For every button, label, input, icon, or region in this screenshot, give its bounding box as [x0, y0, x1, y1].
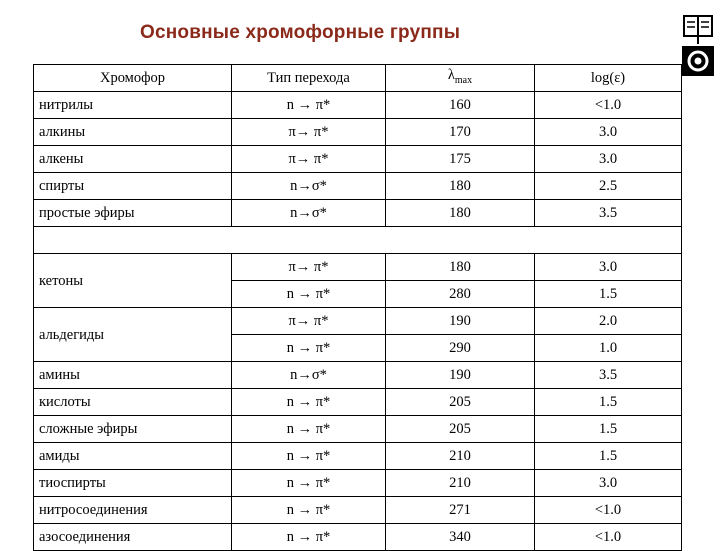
chromophore-name: алкены [34, 146, 232, 173]
chromophore-name: альдегиды [34, 308, 232, 362]
log-value: 3.0 [535, 470, 682, 497]
log-value: 1.5 [535, 389, 682, 416]
chromophore-name: амиды [34, 443, 232, 470]
transition-type: n → π* [232, 389, 386, 416]
lambda-value: 180 [386, 254, 535, 281]
lambda-value: 190 [386, 362, 535, 389]
log-value: 3.5 [535, 200, 682, 227]
transition-type: π→ π* [232, 119, 386, 146]
table-row [34, 443, 682, 470]
lambda-value: 175 [386, 146, 535, 173]
table-row [34, 389, 682, 416]
book-logo-icon[interactable] [680, 12, 716, 76]
header-transition: Тип перехода [232, 65, 386, 92]
header-chromophore: Хромофор [34, 65, 232, 92]
spacer-row [34, 227, 682, 254]
lambda-value: 340 [386, 524, 535, 551]
chromophore-name: алкины [34, 119, 232, 146]
lambda-symbol: λ [447, 67, 455, 83]
transition-type: n → π* [232, 416, 386, 443]
table-row [34, 470, 682, 497]
table-row [34, 308, 682, 335]
lambda-value: 210 [386, 470, 535, 497]
table-row [34, 416, 682, 443]
lambda-subscript: max [454, 75, 473, 86]
log-value: 2.0 [535, 308, 682, 335]
lambda-value: 210 [386, 443, 535, 470]
chromophore-name: азосоединения [34, 524, 232, 551]
transition-type: n → π* [232, 92, 386, 119]
transition-type: n→σ* [232, 200, 386, 227]
transition-type: n→σ* [232, 173, 386, 200]
chromophore-name: кетоны [34, 254, 232, 308]
lambda-value: 290 [386, 335, 535, 362]
table-row [34, 173, 682, 200]
table-row [34, 524, 682, 551]
lambda-value: 180 [386, 200, 535, 227]
transition-type: π→ π* [232, 146, 386, 173]
table-header-row [34, 65, 682, 92]
lambda-value: 205 [386, 389, 535, 416]
table-row [34, 146, 682, 173]
header-lambda [386, 65, 535, 92]
chromophore-name: сложные эфиры [34, 416, 232, 443]
page-title: Основные хромофорные группы [140, 22, 461, 43]
transition-type: n → π* [232, 335, 386, 362]
transition-type: n → π* [232, 470, 386, 497]
log-value: 1.5 [535, 281, 682, 308]
lambda-value: 170 [386, 119, 535, 146]
chromophore-name: нитросоединения [34, 497, 232, 524]
log-value: 1.5 [535, 416, 682, 443]
chromophore-name: тиоспирты [34, 470, 232, 497]
transition-type: n → π* [232, 524, 386, 551]
lambda-value: 190 [386, 308, 535, 335]
chromophore-name: амины [34, 362, 232, 389]
log-value: <1.0 [535, 92, 682, 119]
transition-type: n→σ* [232, 362, 386, 389]
log-value: 3.5 [535, 362, 682, 389]
lambda-value: 205 [386, 416, 535, 443]
log-value: 1.5 [535, 443, 682, 470]
transition-type: n → π* [232, 497, 386, 524]
log-value: 2.5 [535, 173, 682, 200]
log-value: 1.0 [535, 335, 682, 362]
chromophore-name: нитрилы [34, 92, 232, 119]
lambda-value: 180 [386, 173, 535, 200]
chromophore-name: кислоты [34, 389, 232, 416]
table-row [34, 119, 682, 146]
transition-type: π→ π* [232, 254, 386, 281]
transition-type: n → π* [232, 281, 386, 308]
lambda-value: 271 [386, 497, 535, 524]
lambda-value: 280 [386, 281, 535, 308]
lambda-value: 160 [386, 92, 535, 119]
table-row [34, 92, 682, 119]
transition-type: π→ π* [232, 308, 386, 335]
spacer-cell [34, 227, 682, 254]
log-value: 3.0 [535, 119, 682, 146]
chromophore-table [33, 64, 682, 551]
table-row [34, 497, 682, 524]
log-value: <1.0 [535, 497, 682, 524]
table-row [34, 200, 682, 227]
chromophore-name: спирты [34, 173, 232, 200]
log-value: <1.0 [535, 524, 682, 551]
header-log: log(ε) [535, 65, 682, 92]
chromophore-name: простые эфиры [34, 200, 232, 227]
table-row [34, 254, 682, 281]
log-value: 3.0 [535, 254, 682, 281]
transition-type: n → π* [232, 443, 386, 470]
log-value: 3.0 [535, 146, 682, 173]
table-row [34, 362, 682, 389]
